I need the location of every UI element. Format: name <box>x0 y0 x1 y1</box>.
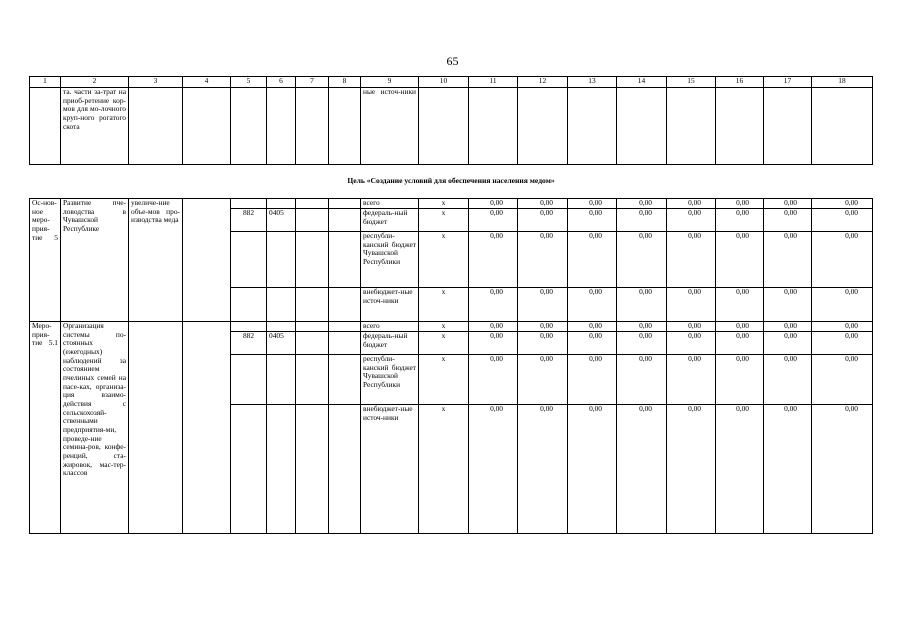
block2-x-2: x <box>419 332 469 355</box>
block1-col8-r3 <box>329 232 361 288</box>
block1-source-1: всего <box>361 199 419 209</box>
block2-col7-r2 <box>296 332 329 355</box>
block2-col8-r1 <box>329 322 361 332</box>
column-header-11: 11 <box>469 77 518 88</box>
block1-col8-r4 <box>329 288 361 322</box>
column-header-7: 7 <box>296 77 329 88</box>
block1-value-4-3: 0,00 <box>568 288 617 322</box>
block1-source-4: внебюджет-ные источ-ники <box>361 288 419 322</box>
column-header-13: 13 <box>568 77 617 88</box>
block2-col5-r4 <box>231 405 267 534</box>
block2-value-2-6: 0,00 <box>716 332 764 355</box>
block2-col5-r1 <box>231 322 267 332</box>
block1-name: Развитие пче-ловодства в Чувашской Республике <box>61 199 129 322</box>
continued-row <box>30 88 873 165</box>
block2-value-2-2: 0,00 <box>518 332 568 355</box>
block2-value-1-1: 0,00 <box>469 322 518 332</box>
header-row <box>30 77 873 88</box>
column-header-12: 12 <box>518 77 568 88</box>
continued-source: ные источ-ники <box>361 88 419 165</box>
block1-source-2: федераль-ный бюджет <box>361 209 419 232</box>
block2-col5-r3 <box>231 355 267 405</box>
block1-col7-r2 <box>296 209 329 232</box>
block2-col8-r3 <box>329 355 361 405</box>
block2-indicator <box>129 322 183 534</box>
block1-value-2-3: 0,00 <box>568 209 617 232</box>
block1-x-4: x <box>419 288 469 322</box>
block1-value-1-7: 0,00 <box>764 199 812 209</box>
block2-value-3-2: 0,00 <box>518 355 568 405</box>
block2-value-3-7: 0,00 <box>764 355 812 405</box>
block2-col6-r3 <box>267 355 296 405</box>
block1-col8-r2 <box>329 209 361 232</box>
block1-col7-r3 <box>296 232 329 288</box>
block1-x-1: x <box>419 199 469 209</box>
block2-value-2-1: 0,00 <box>469 332 518 355</box>
column-header-5: 5 <box>231 77 267 88</box>
block1-value-1-6: 0,00 <box>716 199 764 209</box>
block2-value-4-7: 0,00 <box>764 405 812 534</box>
column-header-4: 4 <box>183 77 231 88</box>
budget-table <box>29 76 873 534</box>
column-header-10: 10 <box>419 77 469 88</box>
block2-code1: 882 <box>231 332 267 355</box>
block2-value-1-7: 0,00 <box>764 322 812 332</box>
column-header-9: 9 <box>361 77 419 88</box>
block2-value-3-4: 0,00 <box>617 355 667 405</box>
block1-value-2-2: 0,00 <box>518 209 568 232</box>
block2-x-4: x <box>419 405 469 534</box>
block2-col8-r2 <box>329 332 361 355</box>
block2-col6-r4 <box>267 405 296 534</box>
block2-value-4-1: 0,00 <box>469 405 518 534</box>
block1-code2: 0405 <box>267 209 296 232</box>
block1-value-3-1: 0,00 <box>469 232 518 288</box>
block2-value-4-6: 0,00 <box>716 405 764 534</box>
block2-name: Организация системы по-стоянных (ежегодных) наблюдений за состоянием пчелиных семей на пасе-ках, организа-ция взаимо-действия с сельскохозяй-ственными предприятия-ми, проведе-ние семина-ров, конфе-ренций, ста-жировок, мас-тер-классов <box>61 322 129 534</box>
block2-value-1-3: 0,00 <box>568 322 617 332</box>
block1-value-2-4: 0,00 <box>617 209 667 232</box>
block1-value-3-4: 0,00 <box>617 232 667 288</box>
block2-value-4-4: 0,00 <box>617 405 667 534</box>
block1-value-4-5: 0,00 <box>667 288 716 322</box>
block1-col6-r4 <box>267 288 296 322</box>
block2-value-4-8: 0,00 <box>812 405 873 534</box>
block2-source-2: федераль-ный бюджет <box>361 332 419 355</box>
block2-value-3-6: 0,00 <box>716 355 764 405</box>
block1-value-3-2: 0,00 <box>518 232 568 288</box>
block2-x-1: x <box>419 322 469 332</box>
column-header-14: 14 <box>617 77 667 88</box>
block2-code2: 0405 <box>267 332 296 355</box>
block1-indicator: увеличе-ние объе-мов про-изводства меда <box>129 199 183 322</box>
block2-x-3: x <box>419 355 469 405</box>
block2-value-2-3: 0,00 <box>568 332 617 355</box>
block2-col7-r1 <box>296 322 329 332</box>
block1-code1: 882 <box>231 209 267 232</box>
block2-value-4-5: 0,00 <box>667 405 716 534</box>
block1-value-4-1: 0,00 <box>469 288 518 322</box>
block2-value-3-8: 0,00 <box>812 355 873 405</box>
block2-value-3-5: 0,00 <box>667 355 716 405</box>
block1-col6-r3 <box>267 232 296 288</box>
block2-value-1-5: 0,00 <box>667 322 716 332</box>
block2-value-1-2: 0,00 <box>518 322 568 332</box>
block2-col8-r4 <box>329 405 361 534</box>
block2-value-4-3: 0,00 <box>568 405 617 534</box>
block1-row-1 <box>30 199 873 209</box>
block2-label: Меро-прия-тие 5.1 <box>30 322 61 534</box>
block2-col7-r4 <box>296 405 329 534</box>
block1-value-3-7: 0,00 <box>764 232 812 288</box>
column-header-3: 3 <box>129 77 183 88</box>
block2-value-2-8: 0,00 <box>812 332 873 355</box>
block1-col5-r4 <box>231 288 267 322</box>
column-header-1: 1 <box>30 77 61 88</box>
block1-value-2-8: 0,00 <box>812 209 873 232</box>
column-header-15: 15 <box>667 77 716 88</box>
block1-value-2-5: 0,00 <box>667 209 716 232</box>
block1-value-1-1: 0,00 <box>469 199 518 209</box>
goal-title: Цель «Создание условий для обеспечения населения медом» <box>30 165 873 199</box>
block2-col4 <box>183 322 231 534</box>
block1-value-3-3: 0,00 <box>568 232 617 288</box>
block1-value-4-4: 0,00 <box>617 288 667 322</box>
block2-value-4-2: 0,00 <box>518 405 568 534</box>
block1-value-3-6: 0,00 <box>716 232 764 288</box>
block1-col7-r1 <box>296 199 329 209</box>
block1-value-4-8: 0,00 <box>812 288 873 322</box>
block1-col6-r1 <box>267 199 296 209</box>
block2-value-1-6: 0,00 <box>716 322 764 332</box>
column-header-2: 2 <box>61 77 129 88</box>
block1-source-3: республи-канский бюджет Чувашской Республики <box>361 232 419 288</box>
block1-value-2-1: 0,00 <box>469 209 518 232</box>
block2-value-2-7: 0,00 <box>764 332 812 355</box>
block2-col6-r1 <box>267 322 296 332</box>
block1-label: Ос-нов-ное меро-прия-тие 5 <box>30 199 61 322</box>
column-header-18: 18 <box>812 77 873 88</box>
block1-value-4-7: 0,00 <box>764 288 812 322</box>
block2-value-2-5: 0,00 <box>667 332 716 355</box>
block1-value-1-8: 0,00 <box>812 199 873 209</box>
block1-value-1-3: 0,00 <box>568 199 617 209</box>
block2-col7-r3 <box>296 355 329 405</box>
column-header-16: 16 <box>716 77 764 88</box>
block1-col5-r3 <box>231 232 267 288</box>
block2-source-1: всего <box>361 322 419 332</box>
block2-source-4: внебюджет-ные источ-ники <box>361 405 419 534</box>
block1-col8-r1 <box>329 199 361 209</box>
block2-value-1-8: 0,00 <box>812 322 873 332</box>
goal-row <box>30 165 873 199</box>
block1-value-3-8: 0,00 <box>812 232 873 288</box>
block2-value-3-3: 0,00 <box>568 355 617 405</box>
block2-value-1-4: 0,00 <box>617 322 667 332</box>
block1-x-3: x <box>419 232 469 288</box>
column-header-6: 6 <box>267 77 296 88</box>
continued-name: та. части за-трат на приоб-ретение кор-мов для мо-лочного круп-ного рогатого скота <box>61 88 129 165</box>
block1-col7-r4 <box>296 288 329 322</box>
block1-value-2-7: 0,00 <box>764 209 812 232</box>
block2-value-3-1: 0,00 <box>469 355 518 405</box>
block1-value-4-2: 0,00 <box>518 288 568 322</box>
block1-value-2-6: 0,00 <box>716 209 764 232</box>
block2-source-3: республи-канский бюджет Чувашской Республики <box>361 355 419 405</box>
block1-col5-r1 <box>231 199 267 209</box>
block2-value-2-4: 0,00 <box>617 332 667 355</box>
column-header-8: 8 <box>329 77 361 88</box>
block1-value-1-2: 0,00 <box>518 199 568 209</box>
block1-value-1-4: 0,00 <box>617 199 667 209</box>
column-header-17: 17 <box>764 77 812 88</box>
block1-value-4-6: 0,00 <box>716 288 764 322</box>
block1-x-2: x <box>419 209 469 232</box>
block1-value-1-5: 0,00 <box>667 199 716 209</box>
block1-col4 <box>183 199 231 322</box>
block1-value-3-5: 0,00 <box>667 232 716 288</box>
page-number: 65 <box>446 54 459 68</box>
block2-row-1 <box>30 322 873 332</box>
